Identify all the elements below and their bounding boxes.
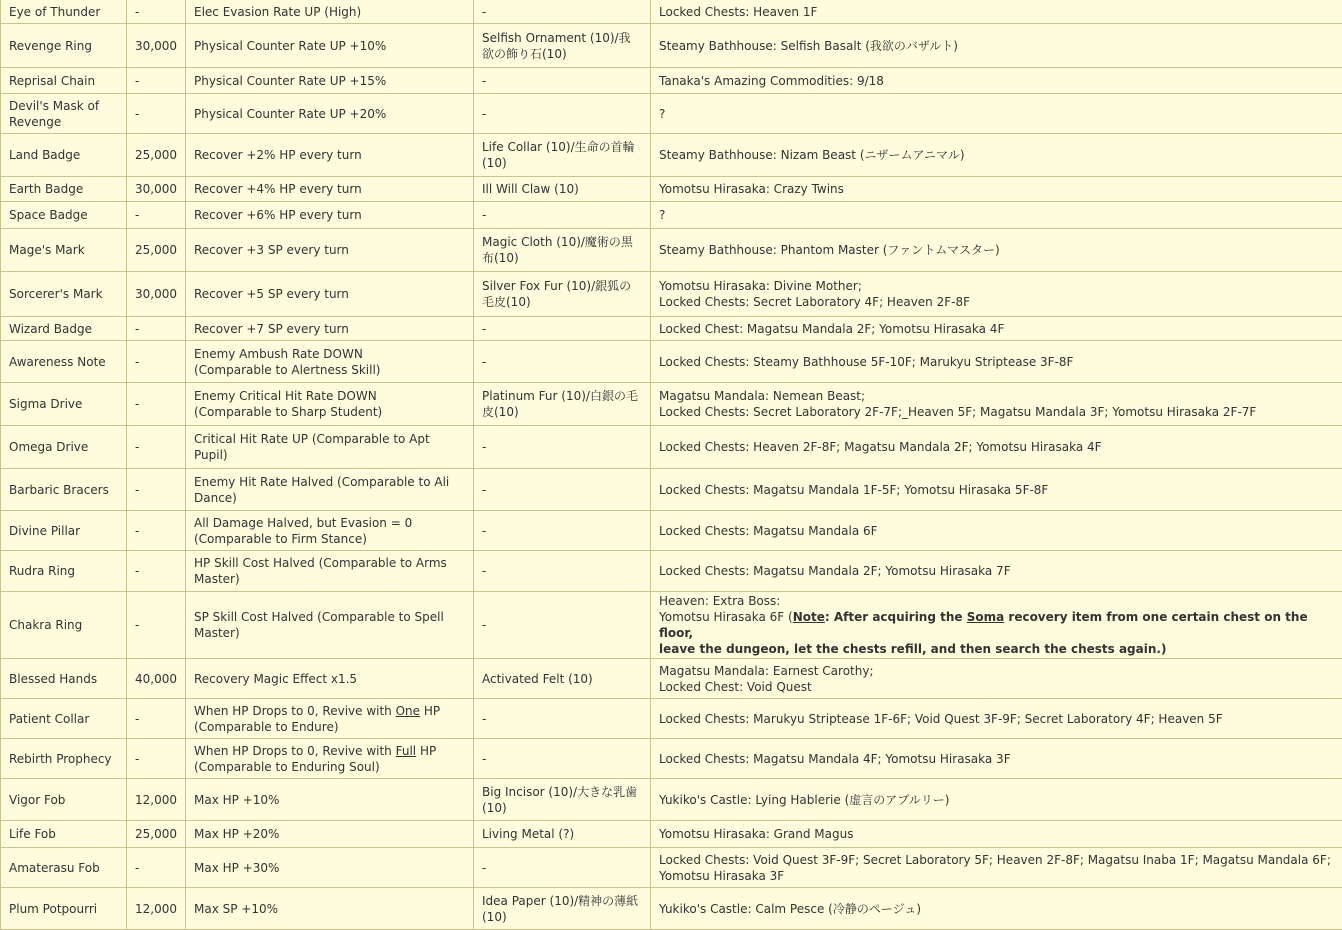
item-effect: Physical Counter Rate UP +10% — [186, 24, 474, 68]
item-source: Locked Chests: Magatsu Mandala 2F; Yomotsu Hirasaka 7F — [651, 551, 1342, 592]
table-row — [1, 383, 1342, 426]
item-effect: Recover +4% HP every turn — [186, 177, 474, 202]
accessory-table-body — [1, 0, 1342, 930]
table-row — [1, 134, 1342, 177]
item-source — [651, 659, 1342, 699]
item-name: Rudra Ring — [1, 551, 127, 592]
note-text: : After acquiring the — [825, 610, 967, 624]
item-name: Mage's Mark — [1, 229, 127, 272]
item-effect: Critical Hit Rate UP (Comparable to Apt Pupil) — [186, 426, 474, 469]
note-text: recovery item from one certain chest on the floor, — [659, 610, 1308, 640]
item-price: - — [127, 317, 186, 341]
source-text: Heaven: Extra Boss: — [659, 594, 780, 608]
line: Enemy Critical Hit Rate DOWN — [194, 389, 377, 403]
item-material: - — [474, 469, 651, 511]
item-name: Barbaric Bracers — [1, 469, 127, 511]
line: Magatsu Mandala: Nemean Beast; — [659, 389, 865, 403]
table-row — [1, 68, 1342, 94]
line: Dance) — [194, 491, 237, 505]
item-effect — [186, 469, 474, 511]
soma-link: Soma — [967, 610, 1005, 624]
item-name: Wizard Badge — [1, 317, 127, 341]
item-effect: Max HP +30% — [186, 848, 474, 888]
item-price: - — [127, 551, 186, 592]
item-price: - — [127, 511, 186, 551]
item-material: Selfish Ornament (10)/我欲の飾り石(10) — [474, 24, 651, 68]
item-name: Space Badge — [1, 202, 127, 229]
item-material: - — [474, 341, 651, 383]
item-price: - — [127, 739, 186, 779]
item-effect: Max SP +10% — [186, 888, 474, 930]
table-row — [1, 699, 1342, 739]
table-row — [1, 177, 1342, 202]
item-source: Locked Chests: Magatsu Mandala 1F-5F; Yomotsu Hirasaka 5F-8F — [651, 469, 1342, 511]
item-price: - — [127, 469, 186, 511]
line: Enemy Ambush Rate DOWN — [194, 347, 363, 361]
item-name: Land Badge — [1, 134, 127, 177]
item-effect — [186, 551, 474, 592]
item-source: Locked Chests: Magatsu Mandala 6F — [651, 511, 1342, 551]
item-source — [651, 383, 1342, 426]
item-price: - — [127, 592, 186, 659]
item-price: - — [127, 341, 186, 383]
item-source: ? — [651, 94, 1342, 134]
table-row — [1, 426, 1342, 469]
item-material: Idea Paper (10)/精神の薄紙(10) — [474, 888, 651, 930]
item-effect: Max HP +10% — [186, 779, 474, 821]
table-row — [1, 779, 1342, 821]
effect-text: When HP Drops to 0, Revive with — [194, 704, 396, 718]
item-source: Steamy Bathhouse: Selfish Basalt (我欲のバザルト) — [651, 24, 1342, 68]
item-source: Locked Chests: Magatsu Mandala 4F; Yomotsu Hirasaka 3F — [651, 739, 1342, 779]
item-price: 40,000 — [127, 659, 186, 699]
item-source — [651, 592, 1342, 659]
item-material: - — [474, 511, 651, 551]
item-source: Steamy Bathhouse: Nizam Beast (ニザームアニマル) — [651, 134, 1342, 177]
table-row — [1, 229, 1342, 272]
table-row — [1, 0, 1342, 24]
item-name: Revenge Ring — [1, 24, 127, 68]
item-material: - — [474, 0, 651, 24]
table-row — [1, 888, 1342, 930]
item-price: 30,000 — [127, 24, 186, 68]
item-name: Blessed Hands — [1, 659, 127, 699]
item-price: - — [127, 94, 186, 134]
line: (Comparable to Firm Stance) — [194, 532, 367, 546]
item-effect: Recover +3 SP every turn — [186, 229, 474, 272]
effect-text: HP — [420, 704, 440, 718]
item-material: Ill Will Claw (10) — [474, 177, 651, 202]
line: Master) — [194, 626, 240, 640]
item-material: - — [474, 699, 651, 739]
line: All Damage Halved, but Evasion = 0 — [194, 516, 412, 530]
item-name: Devil's Mask of Revenge — [1, 94, 127, 134]
item-effect — [186, 341, 474, 383]
table-row — [1, 739, 1342, 779]
item-effect: Recovery Magic Effect x1.5 — [186, 659, 474, 699]
item-name: Vigor Fob — [1, 779, 127, 821]
item-source: Yukiko's Castle: Lying Hablerie (虚言のアブルリー) — [651, 779, 1342, 821]
item-name: Sigma Drive — [1, 383, 127, 426]
item-price: 25,000 — [127, 134, 186, 177]
table-row — [1, 848, 1342, 888]
item-effect: Recover +6% HP every turn — [186, 202, 474, 229]
item-material: - — [474, 592, 651, 659]
item-name: Reprisal Chain — [1, 68, 127, 94]
item-price: - — [127, 383, 186, 426]
table-row — [1, 511, 1342, 551]
item-source: Locked Chests: Marukyu Striptease 1F-6F; Void Quest 3F-9F; Secret Laboratory 4F; Heaven 5F — [651, 699, 1342, 739]
item-price: 12,000 — [127, 779, 186, 821]
line: Yomotsu Hirasaka: Divine Mother; — [659, 279, 862, 293]
item-effect — [186, 511, 474, 551]
item-price: 25,000 — [127, 821, 186, 848]
item-material: Living Metal (?) — [474, 821, 651, 848]
item-price: 25,000 — [127, 229, 186, 272]
item-effect — [186, 383, 474, 426]
line: (Comparable to Sharp Student) — [194, 405, 382, 419]
item-name: Plum Potpourri — [1, 888, 127, 930]
effect-text: When HP Drops to 0, Revive with — [194, 744, 396, 758]
item-price: 12,000 — [127, 888, 186, 930]
item-price: - — [127, 848, 186, 888]
item-price: 30,000 — [127, 272, 186, 317]
item-source: ? — [651, 202, 1342, 229]
item-source: Locked Chests: Steamy Bathhouse 5F-10F; Marukyu Striptease 3F-8F — [651, 341, 1342, 383]
effect-text: (Comparable to Enduring Soul) — [194, 760, 380, 774]
line: (Comparable to Alertness Skill) — [194, 363, 380, 377]
line: Enemy Hit Rate Halved (Comparable to Ali — [194, 475, 449, 489]
item-name: Patient Collar — [1, 699, 127, 739]
table-row — [1, 94, 1342, 134]
table-row — [1, 659, 1342, 699]
item-material: Big Incisor (10)/大きな乳歯(10) — [474, 779, 651, 821]
item-name: Amaterasu Fob — [1, 848, 127, 888]
line: Yomotsu Hirasaka 3F — [659, 869, 784, 883]
item-material: Life Collar (10)/生命の首輪(10) — [474, 134, 651, 177]
table-row — [1, 202, 1342, 229]
item-effect — [186, 739, 474, 779]
item-price: - — [127, 699, 186, 739]
table-row — [1, 24, 1342, 68]
item-name: Life Fob — [1, 821, 127, 848]
table-row — [1, 821, 1342, 848]
item-material: - — [474, 739, 651, 779]
item-source: Locked Chests: Heaven 2F-8F; Magatsu Mandala 2F; Yomotsu Hirasaka 4F — [651, 426, 1342, 469]
item-effect: Recover +2% HP every turn — [186, 134, 474, 177]
table-row — [1, 551, 1342, 592]
line: Master) — [194, 572, 240, 586]
item-name: Awareness Note — [1, 341, 127, 383]
item-material: - — [474, 317, 651, 341]
item-name: Chakra Ring — [1, 592, 127, 659]
item-effect: Physical Counter Rate UP +20% — [186, 94, 474, 134]
item-material: - — [474, 551, 651, 592]
item-effect: Recover +7 SP every turn — [186, 317, 474, 341]
item-effect: Physical Counter Rate UP +15% — [186, 68, 474, 94]
item-name: Earth Badge — [1, 177, 127, 202]
item-material: - — [474, 68, 651, 94]
item-name: Rebirth Prophecy — [1, 739, 127, 779]
item-effect — [186, 592, 474, 659]
note-text: leave the dungeon, let the chests refill, and then search the chests again.) — [659, 642, 1166, 656]
item-source: Yukiko's Castle: Calm Pesce (冷静のページュ) — [651, 888, 1342, 930]
effect-underlined: One — [396, 704, 420, 718]
item-material: Magic Cloth (10)/魔術の黒布(10) — [474, 229, 651, 272]
item-name: Eye of Thunder — [1, 0, 127, 24]
item-name: Divine Pillar — [1, 511, 127, 551]
item-source: Yomotsu Hirasaka: Crazy Twins — [651, 177, 1342, 202]
item-price: - — [127, 0, 186, 24]
item-price: - — [127, 68, 186, 94]
item-material: Activated Felt (10) — [474, 659, 651, 699]
item-material: - — [474, 94, 651, 134]
effect-text: HP — [416, 744, 436, 758]
line: Locked Chests: Secret Laboratory 4F; Heaven 2F-8F — [659, 295, 970, 309]
item-source: Tanaka's Amazing Commodities: 9/18 — [651, 68, 1342, 94]
item-source: Locked Chests: Heaven 1F — [651, 0, 1342, 24]
table-row — [1, 592, 1342, 659]
item-effect — [186, 699, 474, 739]
table-row — [1, 341, 1342, 383]
item-material: - — [474, 426, 651, 469]
source-text: Yomotsu Hirasaka 6F ( — [659, 610, 793, 624]
item-name: Omega Drive — [1, 426, 127, 469]
item-source: Locked Chest: Magatsu Mandala 2F; Yomotsu Hirasaka 4F — [651, 317, 1342, 341]
item-source — [651, 272, 1342, 317]
line: Locked Chests: Void Quest 3F-9F; Secret Laboratory 5F; Heaven 2F-8F; Magatsu Inaba 1F; Magatsu Mandala 6F; — [659, 853, 1331, 867]
table-row — [1, 469, 1342, 511]
item-source: Yomotsu Hirasaka: Grand Magus — [651, 821, 1342, 848]
line: Locked Chest: Void Quest — [659, 680, 812, 694]
item-source: Steamy Bathhouse: Phantom Master (ファントムマスター) — [651, 229, 1342, 272]
item-material: Platinum Fur (10)/白銀の毛皮(10) — [474, 383, 651, 426]
item-material: Silver Fox Fur (10)/銀狐の毛皮(10) — [474, 272, 651, 317]
line: Magatsu Mandala: Earnest Carothy; — [659, 664, 874, 678]
note-label: Note — [793, 610, 825, 624]
item-price: - — [127, 202, 186, 229]
item-price: - — [127, 426, 186, 469]
item-effect: Recover +5 SP every turn — [186, 272, 474, 317]
table-row — [1, 317, 1342, 341]
item-effect: Elec Evasion Rate UP (High) — [186, 0, 474, 24]
line: HP Skill Cost Halved (Comparable to Arms — [194, 556, 447, 570]
item-price: 30,000 — [127, 177, 186, 202]
effect-text: (Comparable to Endure) — [194, 720, 339, 734]
item-source — [651, 848, 1342, 888]
line: SP Skill Cost Halved (Comparable to Spell — [194, 610, 444, 624]
item-name: Sorcerer's Mark — [1, 272, 127, 317]
item-effect: Max HP +20% — [186, 821, 474, 848]
item-material: - — [474, 848, 651, 888]
table-row — [1, 272, 1342, 317]
item-material: - — [474, 202, 651, 229]
effect-underlined: Full — [396, 744, 417, 758]
line: Locked Chests: Secret Laboratory 2F-7F;_Heaven 5F; Magatsu Mandala 3F; Yomotsu Hirasaka 2F-7F — [659, 405, 1256, 419]
